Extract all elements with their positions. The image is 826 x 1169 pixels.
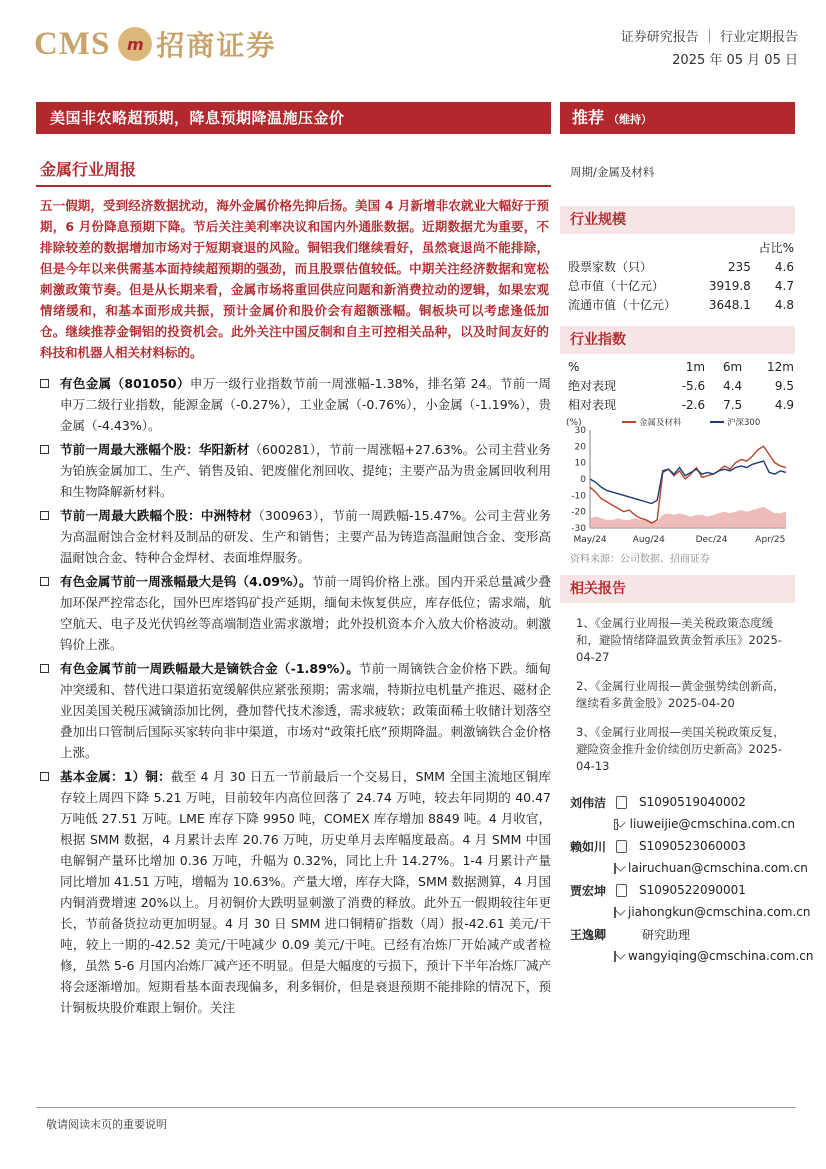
bullet-list — [36, 373, 551, 1018]
mail-icon — [614, 907, 616, 918]
y-tick-label: -20 — [571, 507, 586, 518]
analyst-list — [560, 791, 814, 967]
y-tick-label: 10 — [574, 458, 586, 469]
logo-badge-icon: m — [118, 27, 152, 61]
legend-label: 金属及材料 — [639, 418, 682, 428]
bullet-heading: 有色金属（801050） — [60, 376, 190, 391]
rating-sub: （维持） — [608, 113, 653, 126]
x-tick-label: Dec/24 — [695, 535, 728, 545]
row-value: 235 — [727, 259, 751, 274]
mail-icon — [614, 863, 616, 874]
analyst-email-row — [570, 901, 811, 923]
bullet-item — [36, 505, 551, 568]
y-tick-label: 30 — [574, 426, 586, 436]
analyst-email[interactable]: liuweijie@cmschina.com.cn — [629, 817, 795, 831]
report-header — [0, 0, 826, 90]
bullet-text: 截至 4 月 30 日五一节前最后一个交易日，SMM 全国主流地区铜库存较上周四下降 5.21 万吨，目前较年内高位回落了 24.74 万吨，较去年同期的 40.47 万吨低 27.51 万吨。LME 库存下降 9950 吨，COMEX 库存增加 8849 吨。4 月收官，根据 SMM 数据，4 月累计去库 20.76 万吨，历史单月去库幅度最高。4 月 SMM 中国电解铜产量环比增加 0.36 万吨，升幅为 0.32%，同比上升 14.27%。1-4 月累计产量同比增加 41.51 万吨，增幅为 10.63%。产量大增，库存大降，SMM 数据测算，4 月国内铜消费增速 20%以上。月初铜价大跌明显刺激了消费的释放。此外五一假期较往年更长，节前备货拉动更加明显。4 月 30 日 SMM 进口铜精矿指数（周）报-42.61 美元/干吨，较上一期的-42.52 美元/干吨减少 0.09 美元/干吨。已经有冶炼厂开始减产或者检修，虽然 5-6 月国内冶炼厂减产还不明显。但是大幅度的亏损下，预计下半年冶炼厂减产将会逐渐增加。短期看基本面表现偏多，利多铜价，但是衰退预期不能排除的情况下，预计铜板块股价难跟上铜价。关注 — [60, 769, 551, 1015]
row-pct: 4.7 — [774, 278, 794, 293]
y-tick-label: -10 — [571, 491, 586, 502]
main-column — [36, 102, 551, 1021]
row-value: 3919.8 — [708, 278, 751, 293]
report-date: 2025 年 05 月 05 日 — [672, 53, 798, 68]
col-header: % — [568, 360, 580, 374]
analyst-row — [570, 791, 795, 813]
index-heading: 行业指数 — [560, 326, 795, 354]
bullet-text: （600281），节前一周涨幅+27.63%。公司主营业务为铂族金属加工、生产、销售及铂、钯废催化剂回收、提纯；主要产品为贵金属回收利用和生物降解新材料。 — [60, 442, 551, 499]
analyst-name: 赖如川 — [570, 839, 607, 854]
bullet-text: 申万一级行业指数节前一周涨幅-1.38%，排名第 24。节前一周申万二级行业指数，能源金属（-0.27%），工业金属（-0.76%），小金属（-1.19%），贵金属（-4.43%）。 — [60, 376, 551, 433]
phone-icon — [616, 796, 627, 809]
bullet-item — [36, 766, 551, 1018]
x-tick-label: Aug/24 — [632, 535, 665, 545]
cms-logo — [34, 22, 276, 66]
analyst-role: 研究助理 — [642, 927, 691, 942]
row-value: 7.5 — [723, 397, 743, 412]
row-label: 股票家数（只） — [568, 260, 653, 274]
bullet-text: （300963），节前一周跌幅-15.47%。公司主营业务为高温耐蚀合金材料及制品的研发、生产和销售；主要产品为铸造高温耐蚀合金、变形高温耐蚀合金、特种合金焊材、表面堆焊服务。 — [60, 508, 551, 565]
mail-icon — [614, 819, 618, 830]
analyst-email[interactable]: jiahongkun@cmschina.com.cn — [628, 905, 811, 919]
table-row — [568, 295, 794, 314]
col-header: 1m — [685, 360, 706, 374]
y-axis-label: (%) — [566, 418, 582, 428]
related-report-item[interactable]: 2、《金属行业周报—黄金强势续创新高，继续看多黄金股》2025-04-20 — [576, 679, 785, 710]
bullet-text: 节前一周钨价格上涨。国内开采总量减少叠加环保严控常态化，国外巴库塔钨矿投产延期，缅甸未恢复供应，库存低位；需求端，航空航天、电子及光伏钨丝等高端制造业需求激增；此外投机资本介入放大价格波动。刺激钨价上涨。 — [60, 574, 551, 652]
bullet-heading: 节前一周最大跌幅个股：中洲特材 — [60, 508, 253, 523]
table-row — [568, 376, 794, 395]
logo-chinese: 招商证券 — [156, 29, 277, 62]
row-value: 4.4 — [723, 378, 743, 393]
report-title: 美国非农略超预期，降息预期降温施压金价 — [36, 102, 551, 134]
row-label: 相对表现 — [568, 398, 617, 412]
y-tick-label: 20 — [574, 442, 586, 453]
checkbox-bullet-icon — [40, 379, 49, 388]
bullet-heading: 有色金属节前一周跌幅最大是镝铁合金（-1.89%）。 — [60, 661, 360, 676]
rating-bar — [560, 102, 795, 134]
analyst-id: S1090523060003 — [639, 839, 746, 853]
legend-label: 沪深300 — [727, 418, 761, 428]
chart-source: 资料来源：公司数据、招商证券 — [570, 554, 710, 565]
y-tick-label: 0 — [580, 475, 586, 485]
header-meta — [621, 26, 798, 72]
checkbox-bullet-icon — [40, 664, 49, 673]
analyst-row — [570, 879, 795, 901]
col-header: 12m — [767, 360, 794, 374]
analyst-name: 王逸卿 — [570, 927, 607, 942]
bullet-heading: 有色金属节前一周涨幅最大是钨（4.09%）。 — [60, 574, 312, 589]
row-value: 9.5 — [774, 378, 794, 393]
row-label: 总市值（十亿元） — [568, 279, 665, 293]
col-header: 6m — [722, 360, 743, 374]
related-report-item[interactable]: 3、《金属行业周报—美国关税政策反复，避险资金推升金价续创历史新高》2025-04-13 — [576, 725, 785, 773]
analyst-email-row — [570, 857, 808, 879]
analyst-email-row — [570, 945, 814, 967]
analyst-email-row — [570, 813, 795, 835]
logo-latin: CMS — [34, 25, 111, 62]
scale-table — [568, 238, 794, 314]
analyst-email[interactable]: lairuchuan@cmschina.com.cn — [628, 861, 808, 875]
bullet-heading: 基本金属：1）铜： — [60, 769, 171, 784]
analyst-id: S1090519040002 — [639, 795, 746, 809]
related-report-item[interactable]: 1、《金属行业周报—美关税政策态度缓和，避险情绪降温致黄金暂承压》2025-04-27 — [576, 616, 782, 664]
table-row — [568, 257, 794, 276]
phone-icon — [616, 884, 627, 897]
related-heading: 相关报告 — [560, 575, 795, 603]
summary-paragraph: 五一假期，受到经济数据扰动，海外金属价格先抑后扬。美国 4 月新增非农就业大幅好于预期，6 月份降息预期下降。节后关注美利率决议和国内外通胀数据。近期数据尤为重要，不排除较差的数据增加市场对于短期衰退的风险。铜铝我们继续看好，虽然衰退尚不能排除，但是今年以来供需基本面持续超预期的强劲，而且股票估值较低。中期关注经济数据和宽松刺激政策节奏。但是从长期来看，金属市场将重回供应问题和新消费拉动的逻辑，如果宏观情绪缓和，和基本面形成共振，预计金属价和股价会有超额涨幅。铜板块可以考虑逢低加仓。继续推荐金铜铝的投资机会。此外关注中国反制和自主可控相关品种，以及时间友好的科技和机器人相关材料标的。 — [40, 198, 549, 360]
mail-icon — [614, 951, 616, 962]
scale-col-header: 占比% — [758, 241, 794, 255]
report-subtitle: 金属行业周报 — [36, 157, 551, 187]
checkbox-bullet-icon — [40, 511, 49, 520]
x-tick-label: May/24 — [573, 535, 607, 545]
phone-icon — [616, 840, 627, 853]
rating-label: 推荐 — [572, 108, 605, 127]
row-pct: 4.6 — [774, 259, 794, 274]
bullet-item — [36, 373, 551, 436]
bullet-item — [36, 658, 551, 763]
analyst-id: S1090522090001 — [639, 883, 746, 897]
series-line-hs300 — [590, 461, 786, 503]
row-value: -2.6 — [681, 397, 706, 412]
scale-heading: 行业规模 — [560, 206, 795, 234]
row-pct: 4.8 — [774, 297, 794, 312]
analyst-name: 贾宏坤 — [570, 883, 607, 898]
checkbox-bullet-icon — [40, 577, 49, 586]
row-label: 流通市值（十亿元） — [568, 298, 677, 312]
index-table — [568, 358, 794, 414]
x-tick-label: Apr/25 — [755, 535, 786, 545]
footer-divider — [36, 1107, 796, 1108]
analyst-name: 刘伟洁 — [570, 795, 607, 810]
table-header-row — [568, 358, 794, 376]
bullet-heading: 节前一周最大涨幅个股：华阳新材 — [60, 442, 250, 457]
sidebar-column — [560, 102, 814, 967]
checkbox-bullet-icon — [40, 445, 49, 454]
analyst-row — [570, 923, 795, 945]
row-label: 绝对表现 — [568, 379, 617, 393]
bullet-text: 节前一周镝铁合金价格下跌。缅甸冲突缓和、替代进口渠道拓宽缓解供应紧张预期；需求端，特斯拉电机量产推迟、磁材企业因美国关税压减镝添加比例，叠加替代技术渗透，需求疲软；政策面稀土收储计划落空叠加出口管制后国际买家转向非中渠道，市场对“政策托底”预期降温。刺激镝铁合金价格上涨。 — [60, 661, 551, 760]
performance-chart-svg — [560, 416, 792, 546]
performance-chart — [560, 416, 795, 550]
bullet-item — [36, 439, 551, 502]
related-reports — [560, 615, 795, 775]
table-row — [568, 395, 794, 414]
y-tick-label: -30 — [571, 524, 586, 534]
checkbox-bullet-icon — [40, 772, 49, 781]
footer-note: 敬请阅读末页的重要说明 — [46, 1118, 167, 1131]
report-type: 证券研究报告 ｜ 行业定期报告 — [620, 30, 798, 45]
analyst-email[interactable]: wangyiqing@cmschina.com.cn — [628, 949, 814, 963]
row-value: 3648.1 — [708, 297, 751, 312]
bullet-item — [36, 571, 551, 655]
industry-category: 周期/金属及材料 — [570, 165, 655, 179]
analyst-row — [570, 835, 795, 857]
row-value: 4.9 — [774, 397, 794, 412]
table-row — [568, 276, 794, 295]
row-value: -5.6 — [681, 378, 706, 393]
